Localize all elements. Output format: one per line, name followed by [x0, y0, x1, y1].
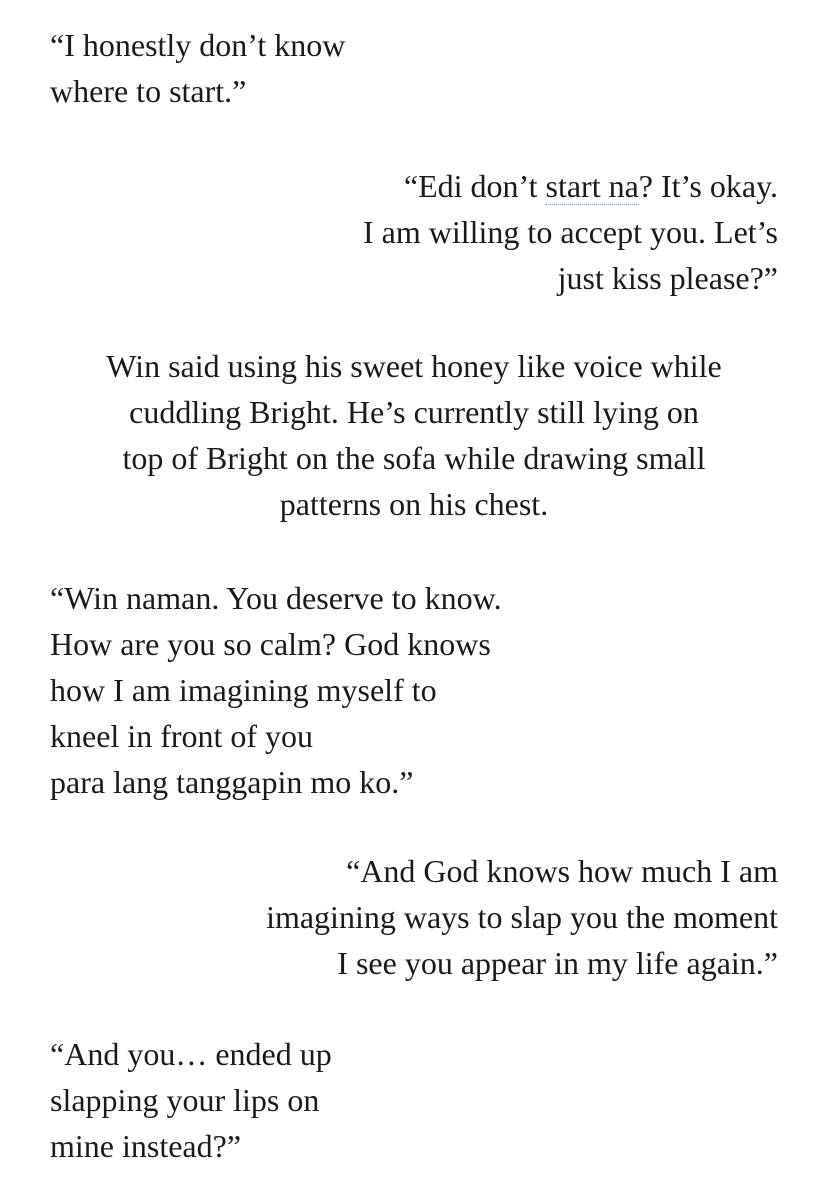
text-segment: “Edi don’t [403, 168, 546, 204]
text-line: I see you appear in my life again.” [337, 945, 778, 981]
text-line: kneel in front of you [50, 718, 314, 754]
text-line: How are you so calm? God knows [50, 626, 491, 662]
paragraph-5 [50, 848, 778, 986]
spellcheck-underlined-text[interactable]: start na [545, 168, 639, 204]
text-line: I am willing to accept you. Let’s [363, 214, 778, 250]
paragraph-6 [50, 1031, 778, 1169]
text-line: “Win naman. You deserve to know. [50, 580, 502, 616]
text-line: Win said using his sweet honey like voice while [106, 348, 722, 384]
text-line: cuddling Bright. He’s currently still lying on [129, 394, 699, 430]
text-line: mine instead?” [50, 1128, 242, 1164]
text-line: “And God knows how much I am [346, 853, 778, 889]
paragraph-3 [50, 343, 778, 527]
text-line: patterns on his chest. [279, 486, 549, 522]
paragraph-4 [50, 575, 778, 805]
text-line: “And you… ended up [50, 1036, 332, 1072]
text-segment: ? It’s okay. [638, 168, 778, 204]
paragraph-2 [50, 163, 778, 301]
text-line: top of Bright on the sofa while drawing small [122, 440, 706, 476]
paragraph-1 [50, 22, 778, 114]
text-line [50, 163, 778, 209]
text-line: “I honestly don’t know [50, 27, 346, 63]
text-line: slapping your lips on [50, 1082, 320, 1118]
text-line: para lang tanggapin mo ko.” [50, 764, 414, 800]
text-line: just kiss please?” [557, 260, 778, 296]
text-line: where to start.” [50, 73, 247, 109]
text-line: imagining ways to slap you the moment [266, 899, 778, 935]
text-line: how I am imagining myself to [50, 672, 437, 708]
